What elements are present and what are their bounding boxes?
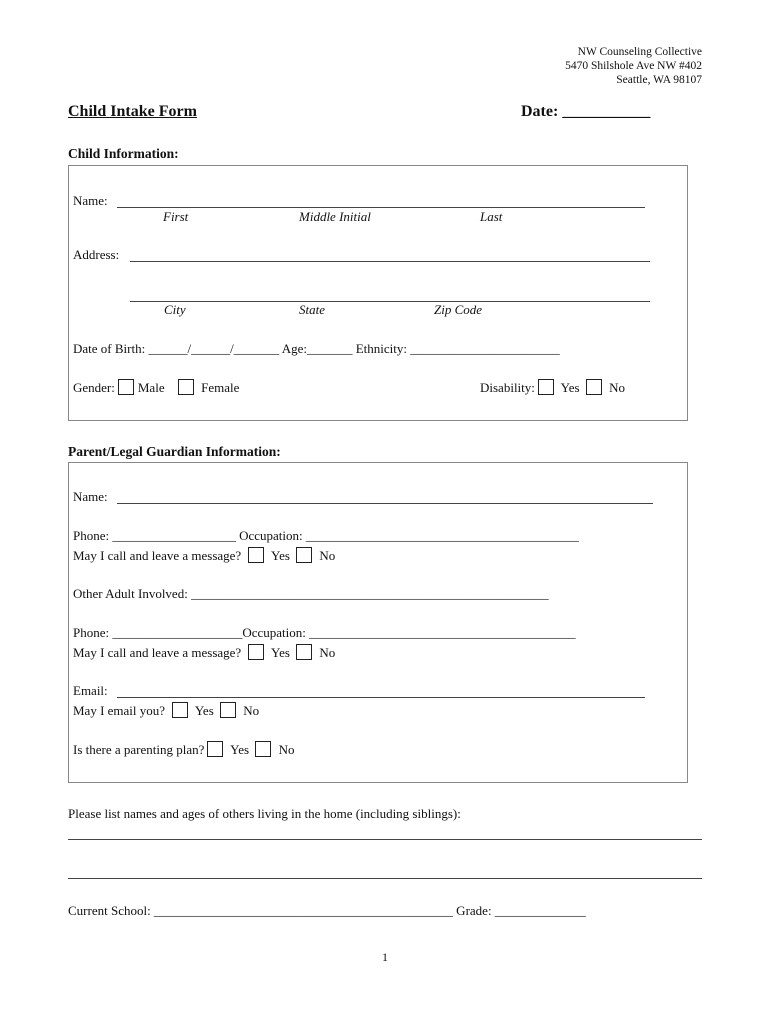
disability-yes-checkbox[interactable] xyxy=(538,379,554,395)
plan-yes-label: Yes xyxy=(230,742,250,757)
plan-no-checkbox[interactable] xyxy=(255,741,271,757)
form-title: Child Intake Form xyxy=(68,103,197,120)
call-2-no-checkbox[interactable] xyxy=(296,644,312,660)
gender-male-label: Male xyxy=(137,380,165,395)
call-1-no-label: No xyxy=(319,548,336,563)
child-gender-row xyxy=(73,379,239,396)
household-prompt: Please list names and ages of others living in the home (including siblings): xyxy=(68,806,461,821)
child-info-heading: Child Information: xyxy=(68,146,179,161)
parent-phone-occupation-2[interactable]: Phone: ____________________Occupation: _________________________________________ xyxy=(73,625,576,640)
parent-call-question-2 xyxy=(73,644,335,661)
child-name-line[interactable] xyxy=(117,207,645,208)
plan-no-label: No xyxy=(278,742,295,757)
call-1-yes-label: Yes xyxy=(270,548,290,563)
parent-phone-occupation-1[interactable]: Phone: ___________________ Occupation: __________________________________________ xyxy=(73,528,579,543)
parenting-plan-row xyxy=(73,741,294,758)
gender-female-label: Female xyxy=(201,380,240,395)
gender-label: Gender: xyxy=(73,380,115,395)
date-field[interactable]: Date: ___________ xyxy=(521,103,651,120)
child-name-label: Name: xyxy=(73,193,108,208)
school-grade-field[interactable]: Current School: ______________________________________________ Grade: ______________ xyxy=(68,903,586,918)
email-yes-label: Yes xyxy=(194,703,214,718)
parent-name-line[interactable] xyxy=(117,503,653,504)
call-2-no-label: No xyxy=(319,645,336,660)
email-label: Email: xyxy=(73,683,108,698)
org-name: NW Counseling Collective xyxy=(577,46,702,58)
household-line-2[interactable] xyxy=(68,878,702,879)
call-1-yes-checkbox[interactable] xyxy=(248,547,264,563)
parent-info-box xyxy=(68,462,688,783)
child-address-label: Address: xyxy=(73,247,120,262)
email-line[interactable] xyxy=(117,697,645,698)
parent-info-heading: Parent/Legal Guardian Information: xyxy=(68,444,281,459)
org-city: Seattle, WA 98107 xyxy=(616,74,702,86)
email-question-row xyxy=(73,702,259,719)
email-question-label: May I email you? xyxy=(73,703,166,718)
call-question-label-2: May I call and leave a message? xyxy=(73,645,242,660)
other-adult-field[interactable]: Other Adult Involved: _______________________________________________________ xyxy=(73,586,549,601)
child-dob-age-ethnicity[interactable]: Date of Birth: ______/______/_______ Age:_______ Ethnicity: _______________________ xyxy=(73,341,560,356)
child-last-caption: Last xyxy=(480,209,503,224)
child-address-line-1[interactable] xyxy=(130,261,650,262)
email-no-checkbox[interactable] xyxy=(220,702,236,718)
child-first-caption: First xyxy=(163,209,189,224)
disability-label: Disability: xyxy=(480,380,535,395)
disability-yes-label: Yes xyxy=(560,380,580,395)
call-2-yes-checkbox[interactable] xyxy=(248,644,264,660)
page-number: 1 xyxy=(382,950,388,964)
child-zip-caption: Zip Code xyxy=(434,302,483,317)
child-state-caption: State xyxy=(299,302,325,317)
plan-yes-checkbox[interactable] xyxy=(207,741,223,757)
child-city-caption: City xyxy=(164,302,186,317)
call-question-label: May I call and leave a message? xyxy=(73,548,242,563)
parenting-plan-label: Is there a parenting plan? xyxy=(73,742,205,757)
call-2-yes-label: Yes xyxy=(270,645,290,660)
organization-address xyxy=(565,45,702,87)
child-middle-caption: Middle Initial xyxy=(299,209,371,224)
org-street: 5470 Shilshole Ave NW #402 xyxy=(565,60,702,72)
call-1-no-checkbox[interactable] xyxy=(296,547,312,563)
disability-no-label: No xyxy=(609,380,625,395)
gender-female-checkbox[interactable] xyxy=(178,379,194,395)
parent-call-question-1 xyxy=(73,547,335,564)
gender-male-checkbox[interactable] xyxy=(118,379,134,395)
disability-no-checkbox[interactable] xyxy=(586,379,602,395)
parent-name-label: Name: xyxy=(73,489,108,504)
child-disability-row xyxy=(480,379,625,396)
email-no-label: No xyxy=(243,703,260,718)
child-address-line-2[interactable] xyxy=(130,301,650,302)
email-yes-checkbox[interactable] xyxy=(172,702,188,718)
household-line-1[interactable] xyxy=(68,839,702,840)
